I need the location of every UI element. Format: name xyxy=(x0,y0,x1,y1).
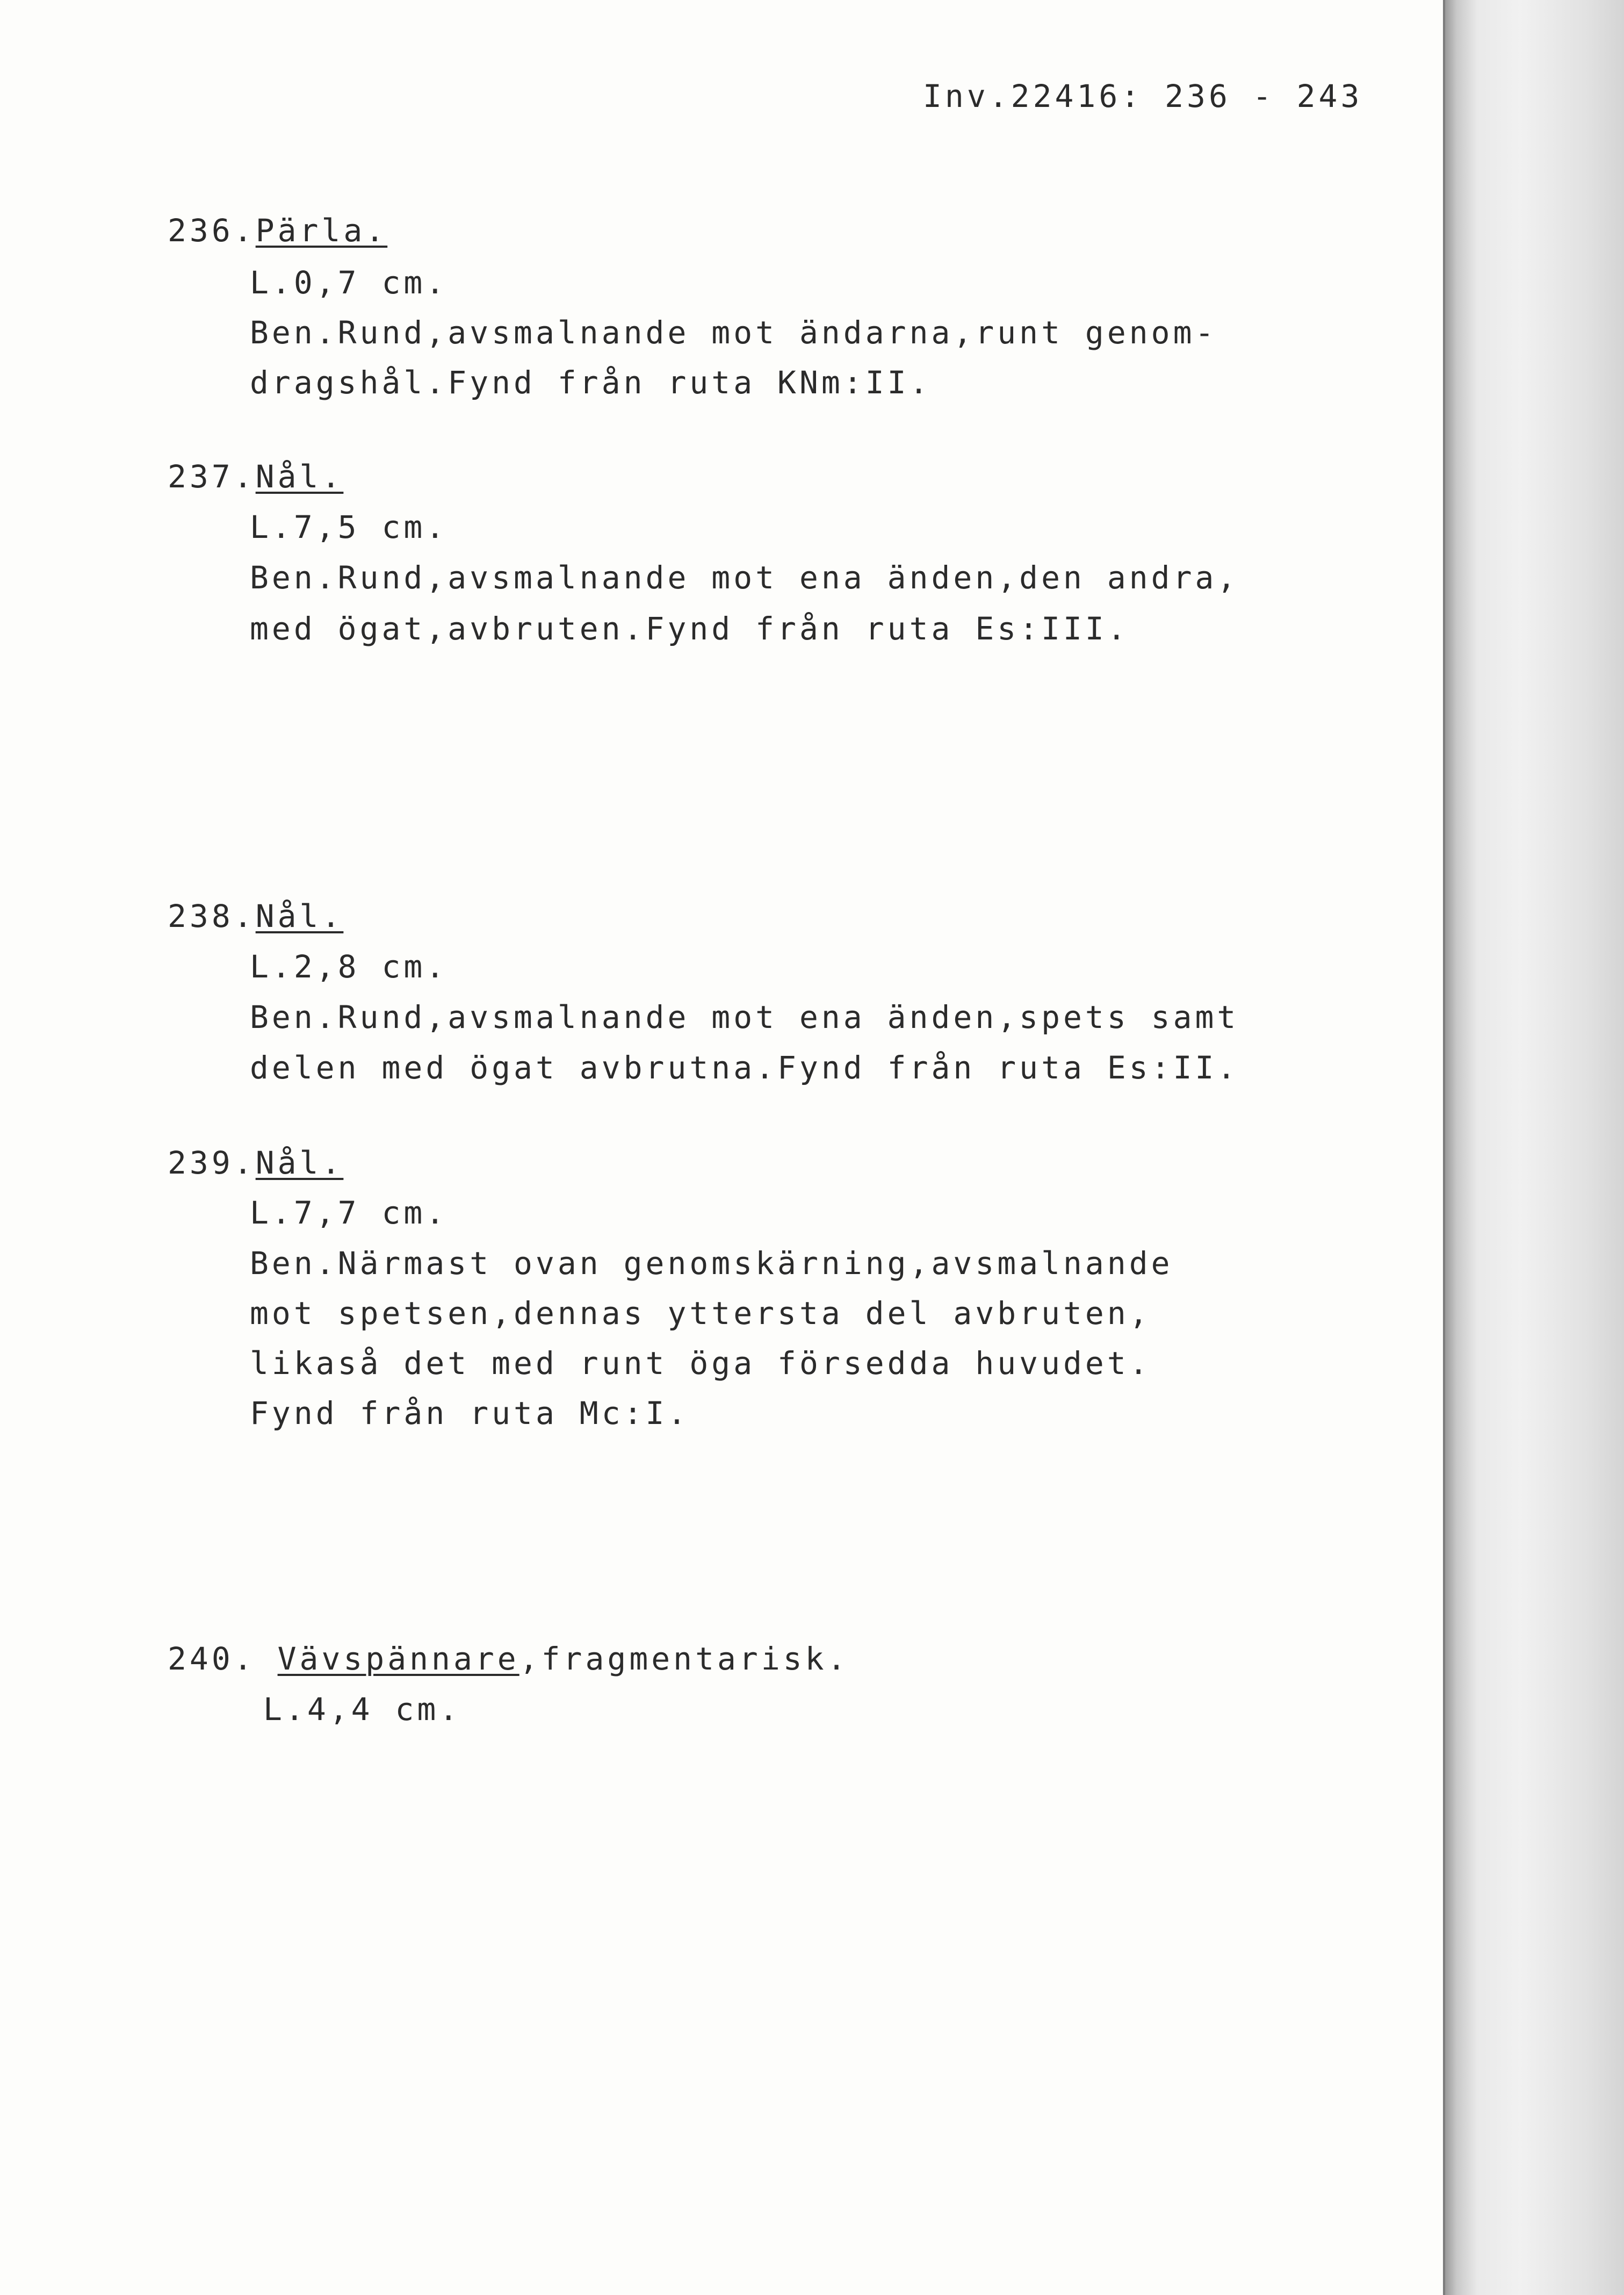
entry-number: 239. xyxy=(168,1145,256,1181)
entry-title-suffix: ,fragmentarisk. xyxy=(519,1641,849,1677)
entry-238-line-1: Ben.Rund,avsmalnande mot ena änden,spets samt xyxy=(250,999,1239,1035)
entry-number: 240. xyxy=(168,1641,256,1677)
entry-239-line-2: mot spetsen,dennas yttersta del avbruten, xyxy=(250,1295,1151,1332)
entry-number: 237. xyxy=(168,458,256,495)
entry-237-line-1: Ben.Rund,avsmalnande mot ena änden,den andra, xyxy=(250,559,1239,596)
scan-margin xyxy=(1445,0,1624,2295)
entry-title: Pärla. xyxy=(255,212,388,249)
entry-236-length: L.0,7 cm. xyxy=(250,264,448,301)
entry-236-line-1: Ben.Rund,avsmalnande mot ändarna,runt genom- xyxy=(250,314,1217,351)
entry-236-line-2: dragshål.Fynd från ruta KNm:II. xyxy=(250,364,932,401)
entry-237-heading xyxy=(168,458,344,495)
entry-239-line-1: Ben.Närmast ovan genomskärning,avsmalnande xyxy=(250,1245,1173,1282)
entry-237-line-2: med ögat,avbruten.Fynd från ruta Es:III. xyxy=(250,610,1129,647)
entry-239-line-3: likaså det med runt öga försedda huvudet. xyxy=(250,1345,1151,1382)
entry-239-length: L.7,7 cm. xyxy=(250,1195,448,1231)
entry-236-heading xyxy=(168,212,388,249)
entry-240-heading xyxy=(168,1641,849,1677)
entry-239-line-4: Fynd från ruta Mc:I. xyxy=(250,1395,690,1431)
entry-number: 236. xyxy=(168,212,256,249)
entry-number: 238. xyxy=(168,898,256,934)
entry-title: Nål. xyxy=(255,458,344,495)
entry-238-heading xyxy=(168,898,344,934)
entry-240-length: L.4,4 cm. xyxy=(263,1691,461,1728)
entry-238-length: L.2,8 cm. xyxy=(250,948,448,985)
entry-title: Vävspännare xyxy=(277,1641,519,1677)
entry-238-line-2: delen med ögat avbrutna.Fynd från ruta Es:II. xyxy=(250,1049,1239,1086)
entry-title: Nål. xyxy=(255,898,344,934)
inventory-number: Inv.22416: 236 - 243 xyxy=(923,78,1363,114)
entry-237-length: L.7,5 cm. xyxy=(250,509,448,545)
entry-title: Nål. xyxy=(255,1145,344,1181)
entry-239-heading xyxy=(168,1145,344,1181)
